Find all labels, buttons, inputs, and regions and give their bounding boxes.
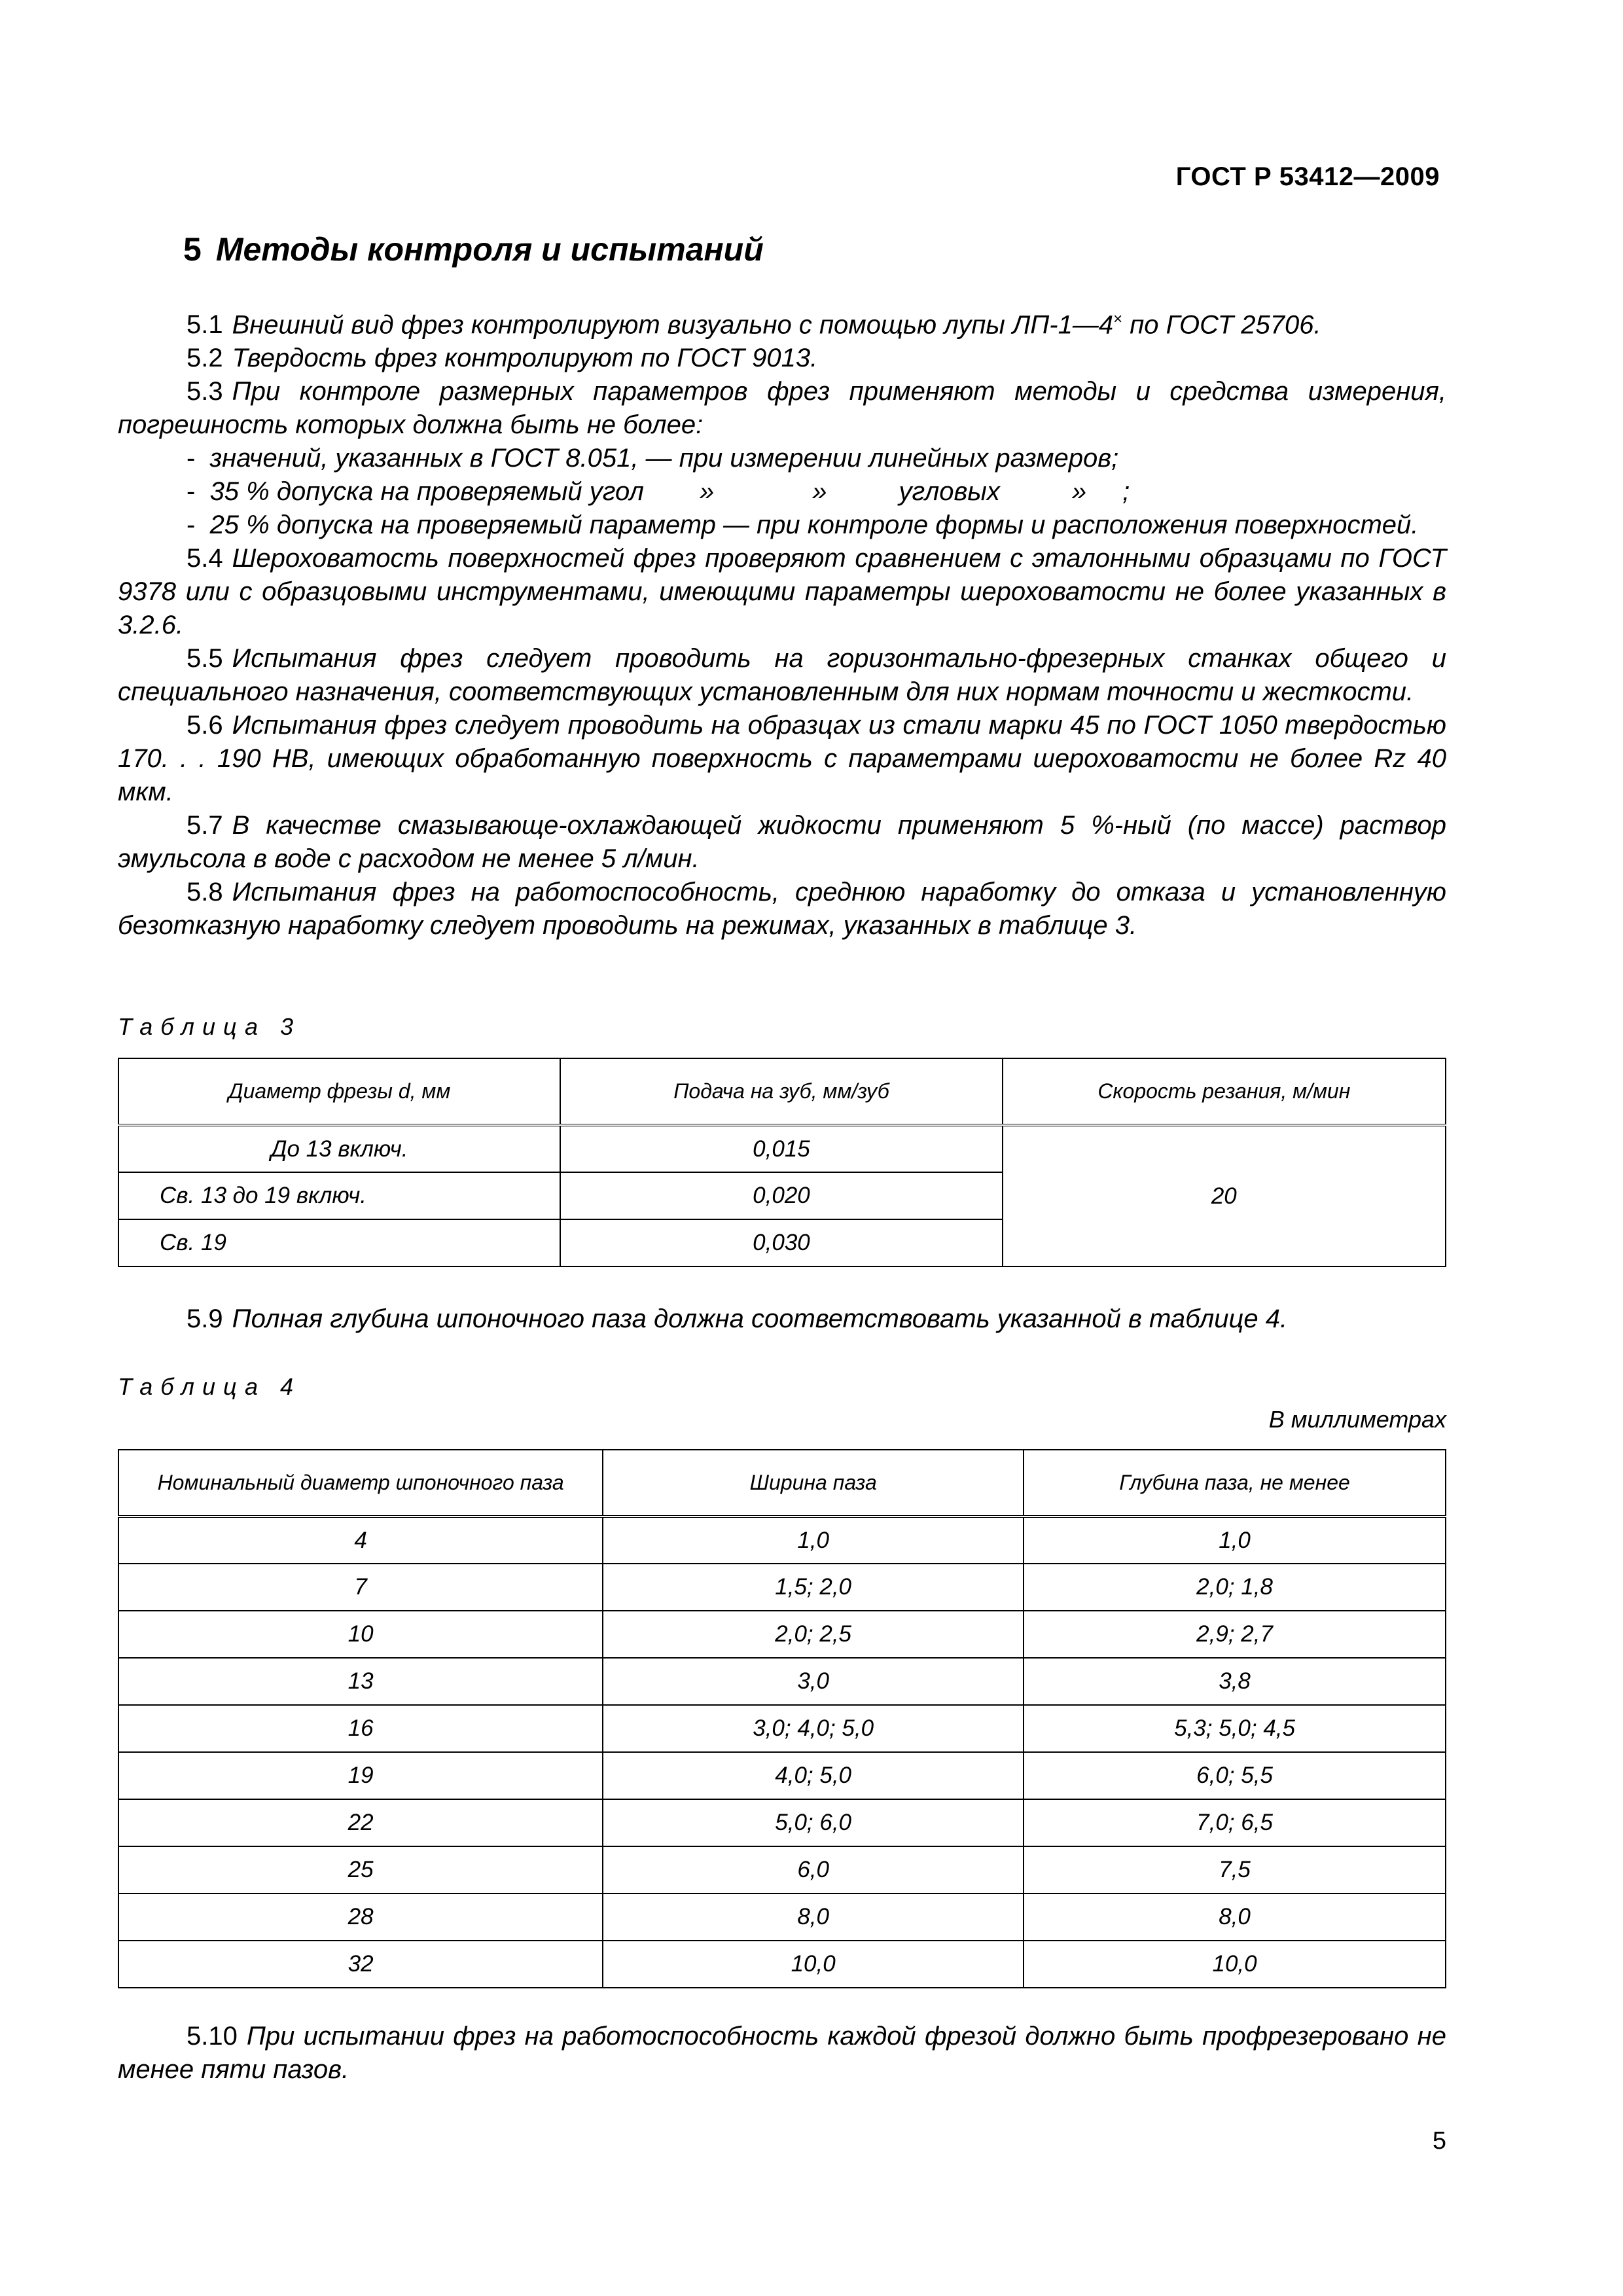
bullet-item bbox=[118, 475, 1446, 509]
table4-cell-depth: 10,0 bbox=[1024, 1941, 1446, 1988]
table4-cell-width: 10,0 bbox=[603, 1941, 1024, 1988]
table-row bbox=[118, 1516, 1446, 1564]
paragraph-text: Испытания фрез следует проводить на образцах из стали марки 45 по ГОСТ 1050 твердостью 170. . . 190 НВ, имеющих обработанную поверхность с параметрами шероховатости не более Rz 40 мкм. bbox=[118, 711, 1446, 807]
paragraph-text: При испытании фрез на работоспособность каждой фрезой должно быть профрезеровано не менее пяти пазов. bbox=[118, 2022, 1446, 2084]
table4-cell-width: 1,5; 2,0 bbox=[603, 1564, 1024, 1611]
table4-cell-depth: 7,5 bbox=[1024, 1846, 1446, 1893]
bullet-text: 25 % допуска на проверяемый параметр — при контроле формы и расположения поверхностей. bbox=[209, 511, 1419, 540]
table4-units: В миллиметрах bbox=[1268, 1406, 1446, 1433]
table4-cell-diameter: 4 bbox=[118, 1516, 603, 1564]
bullet-dash: - bbox=[187, 477, 196, 507]
section-number: 5 bbox=[183, 231, 202, 268]
bullet-dash: - bbox=[187, 511, 196, 540]
table-row bbox=[118, 1752, 1446, 1799]
table4-cell-depth: 8,0 bbox=[1024, 1893, 1446, 1941]
paragraph-number: 5.7 bbox=[187, 811, 223, 840]
table4-header-diameter: Номинальный диаметр шпоночного паза bbox=[118, 1450, 603, 1516]
paragraph-text: В качестве смазывающе-охлаждающей жидкости применяют 5 %-ный (по массе) раствор эмульсола в воде с расходом не менее 5 л/мин. bbox=[118, 811, 1446, 874]
table3-header-row bbox=[118, 1058, 1446, 1125]
table4-header-width: Ширина паза bbox=[603, 1450, 1024, 1516]
paragraph-5-1 bbox=[118, 302, 1446, 342]
paragraph-number: 5.3 bbox=[187, 377, 223, 406]
table4-cell-width: 3,0; 4,0; 5,0 bbox=[603, 1705, 1024, 1752]
table3 bbox=[118, 1058, 1446, 1267]
table4-cell-width: 4,0; 5,0 bbox=[603, 1752, 1024, 1799]
table4-cell-diameter: 13 bbox=[118, 1658, 603, 1705]
paragraph-text: Испытания фрез следует проводить на горизонтально-фрезерных станках общего и специального назначения, соответствующих установленным для них нормам точности и жесткости. bbox=[118, 644, 1446, 707]
table4-cell-depth: 1,0 bbox=[1024, 1516, 1446, 1564]
table-row bbox=[118, 1893, 1446, 1941]
table4-cell-diameter: 16 bbox=[118, 1705, 603, 1752]
paragraph-number: 5.6 bbox=[187, 711, 223, 740]
table4-cell-diameter: 19 bbox=[118, 1752, 603, 1799]
paragraph-text: Полная глубина шпоночного паза должна соответствовать указанной в таблице 4. bbox=[232, 1304, 1288, 1333]
paragraph-5-7 bbox=[118, 809, 1446, 876]
table3-cell-feed: 0,030 bbox=[560, 1219, 1002, 1266]
paragraph-number: 5.4 bbox=[187, 544, 223, 573]
table4-cell-diameter: 7 bbox=[118, 1564, 603, 1611]
table4-cell-depth: 3,8 bbox=[1024, 1658, 1446, 1705]
table4-cell-diameter: 10 bbox=[118, 1611, 603, 1658]
table4-cell-diameter: 22 bbox=[118, 1799, 603, 1846]
table4-cell-depth: 2,9; 2,7 bbox=[1024, 1611, 1446, 1658]
table-row bbox=[118, 1611, 1446, 1658]
paragraph-5-4 bbox=[118, 542, 1446, 642]
table-row bbox=[118, 1705, 1446, 1752]
table4-cell-depth: 2,0; 1,8 bbox=[1024, 1564, 1446, 1611]
table4-cell-width: 8,0 bbox=[603, 1893, 1024, 1941]
ditto-mark: » bbox=[699, 477, 715, 507]
table4-cell-depth: 5,3; 5,0; 4,5 bbox=[1024, 1705, 1446, 1752]
paragraph-5-8 bbox=[118, 876, 1446, 942]
table-row bbox=[118, 1799, 1446, 1846]
bullet-text: 35 % допуска на проверяемый угол bbox=[209, 477, 644, 507]
table4-cell-diameter: 25 bbox=[118, 1846, 603, 1893]
paragraph-number: 5.9 bbox=[187, 1304, 223, 1333]
paragraph-number: 5.8 bbox=[187, 878, 223, 907]
paragraph-number: 5.1 bbox=[187, 310, 223, 340]
table4-cell-width: 2,0; 2,5 bbox=[603, 1611, 1024, 1658]
bullet-item bbox=[118, 509, 1446, 542]
table-row bbox=[118, 1846, 1446, 1893]
table3-caption: Таблица 3 bbox=[118, 1013, 302, 1040]
table4-cell-width: 6,0 bbox=[603, 1846, 1024, 1893]
table3-cell-speed: 20 bbox=[1003, 1125, 1446, 1266]
table-row bbox=[118, 1125, 1446, 1172]
bullet-word: угловых bbox=[899, 477, 1000, 507]
paragraph-5-9 bbox=[118, 1302, 1446, 1336]
table4-cell-depth: 6,0; 5,5 bbox=[1024, 1752, 1446, 1799]
paragraph-number: 5.2 bbox=[187, 344, 223, 373]
table-row bbox=[118, 1941, 1446, 1988]
paragraph-text: Внешний вид фрез контролируют визуально с помощью лупы ЛП-1—4 bbox=[232, 310, 1114, 340]
paragraph-5-10 bbox=[118, 2020, 1446, 2087]
table3-cell-diameter: До 13 включ. bbox=[118, 1125, 560, 1172]
paragraph-5-5 bbox=[118, 642, 1446, 709]
bullet-text: значений, указанных в ГОСТ 8.051, — при измерении линейных размеров; bbox=[209, 444, 1119, 473]
table3-header-speed: Скорость резания, м/мин bbox=[1003, 1058, 1446, 1125]
table3-cell-feed: 0,015 bbox=[560, 1125, 1002, 1172]
table4-cell-width: 5,0; 6,0 bbox=[603, 1799, 1024, 1846]
table-row bbox=[118, 1658, 1446, 1705]
paragraph-text: Твердость фрез контролируют по ГОСТ 9013. bbox=[232, 344, 818, 373]
paragraph-number: 5.10 bbox=[187, 2022, 238, 2051]
section-title bbox=[183, 230, 764, 268]
bullet-item bbox=[118, 442, 1446, 475]
table4-header-row bbox=[118, 1450, 1446, 1516]
table4-cell-depth: 7,0; 6,5 bbox=[1024, 1799, 1446, 1846]
paragraph-5-6 bbox=[118, 709, 1446, 809]
paragraph-text: Испытания фрез на работоспособность, среднюю наработку до отказа и установленную безотказную наработку следует проводить на режимах, указанных в таблице 3. bbox=[118, 878, 1446, 941]
table4-cell-width: 1,0 bbox=[603, 1516, 1024, 1564]
section-title-text: Методы контроля и испытаний bbox=[215, 231, 764, 268]
table-row bbox=[118, 1564, 1446, 1611]
table4-caption: Таблица 4 bbox=[118, 1373, 302, 1400]
table4-cell-width: 3,0 bbox=[603, 1658, 1024, 1705]
table4 bbox=[118, 1449, 1446, 1988]
paragraph-text: При контроле размерных параметров фрез применяют методы и средства измерения, погрешность которых должна быть не более: bbox=[118, 377, 1446, 440]
ditto-mark: » bbox=[1071, 477, 1087, 507]
table3-cell-diameter: Св. 19 bbox=[118, 1219, 560, 1266]
paragraph-5-2 bbox=[118, 342, 1446, 375]
table3-header-diameter: Диаметр фрезы d, мм bbox=[118, 1058, 560, 1125]
table4-header-depth: Глубина паза, не менее bbox=[1024, 1450, 1446, 1516]
section-body bbox=[118, 302, 1446, 942]
table4-cell-diameter: 28 bbox=[118, 1893, 603, 1941]
page-number: 5 bbox=[1432, 2127, 1446, 2155]
ditto-mark: » bbox=[812, 477, 827, 507]
magnification-sup: × bbox=[1113, 310, 1123, 328]
table3-cell-feed: 0,020 bbox=[560, 1172, 1002, 1219]
table3-cell-diameter: Св. 13 до 19 включ. bbox=[118, 1172, 560, 1219]
paragraph-number: 5.5 bbox=[187, 644, 223, 673]
table4-cell-diameter: 32 bbox=[118, 1941, 603, 1988]
table3-header-feed: Подача на зуб, мм/зуб bbox=[560, 1058, 1002, 1125]
paragraph-text-tail: по ГОСТ 25706. bbox=[1122, 310, 1321, 340]
paragraph-5-3 bbox=[118, 375, 1446, 442]
bullet-dash: - bbox=[187, 444, 196, 473]
paragraph-text: Шероховатость поверхностей фрез проверяют сравнением с эталонными образцами по ГОСТ 9378 или с образцовыми инструментами, имеющими параметры шероховатости не более указанных в 3.2.6. bbox=[118, 544, 1446, 640]
bullet-end: ; bbox=[1122, 477, 1130, 507]
document-code: ГОСТ Р 53412—2009 bbox=[1175, 162, 1440, 191]
